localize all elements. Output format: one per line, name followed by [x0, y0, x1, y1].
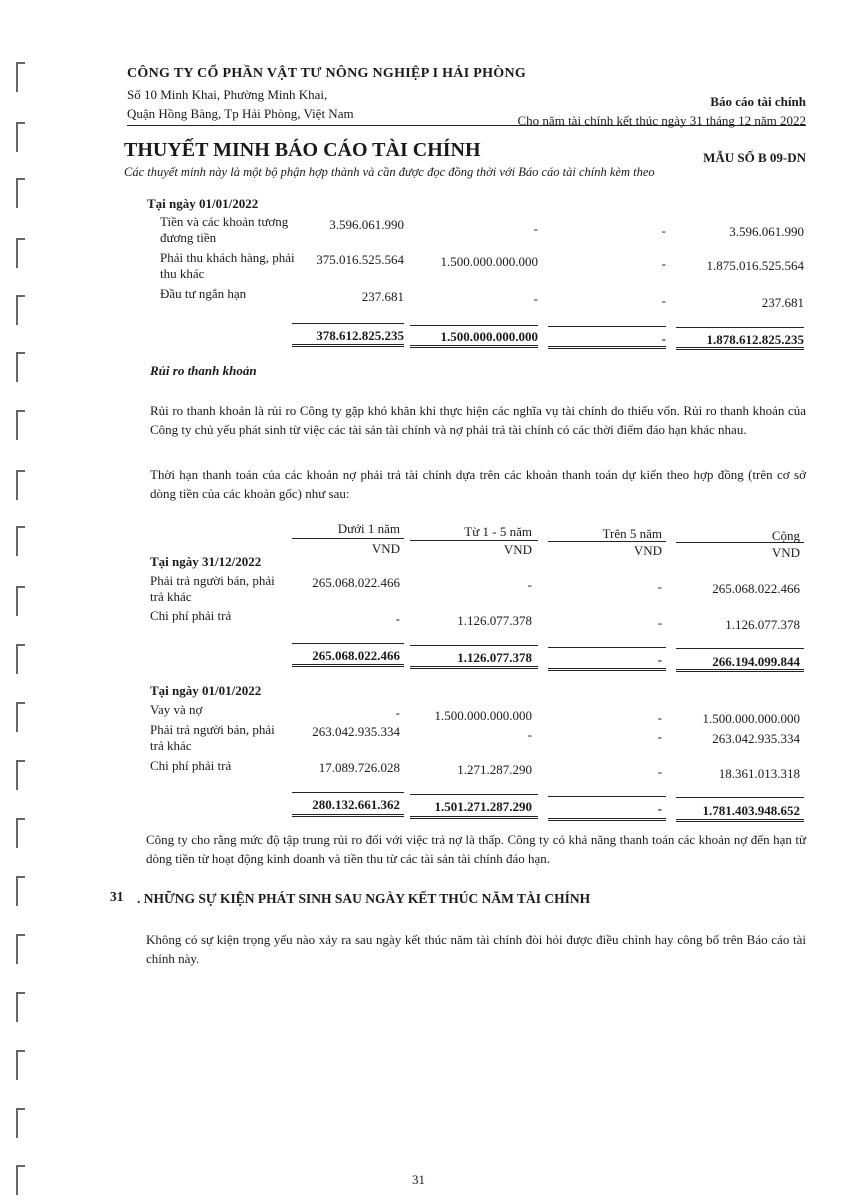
page-title: THUYẾT MINH BÁO CÁO TÀI CHÍNH: [124, 139, 481, 161]
row-label: Vay và nợ: [150, 702, 203, 717]
cell-value: -: [661, 256, 666, 271]
sum-value: 280.132.661.362: [312, 797, 400, 812]
binder-mark: [16, 122, 25, 152]
cell-value: 3.596.061.990: [329, 217, 404, 232]
row-label: Đầu tư ngắn hạn: [160, 286, 247, 301]
binder-mark: [16, 238, 25, 268]
binder-mark: [16, 352, 25, 382]
binder-mark: [16, 818, 25, 848]
column-header: Dưới 1 năm: [337, 521, 400, 536]
cell-total: 1.875.016.525.564: [706, 258, 804, 273]
double-rule: [676, 819, 804, 822]
table-date-label: Tại ngày 31/12/2022: [150, 554, 262, 569]
cell-value: 17.089.726.028: [318, 760, 400, 775]
section-number: 31: [110, 889, 124, 904]
sum-total: 1.878.612.825.235: [706, 332, 804, 347]
cell-total: 3.596.061.990: [729, 224, 804, 239]
cell-value: 265.068.022.466: [312, 575, 400, 590]
row-label: Chi phí phải trả: [150, 608, 232, 623]
sum-value: -: [657, 652, 662, 667]
header-rule: [548, 541, 666, 542]
company-name: CÔNG TY CỔ PHẦN VẬT TƯ NÔNG NGHIỆP I HẢI PHÒNG: [127, 66, 527, 81]
sum-rule: [410, 645, 538, 646]
header-divider: [127, 125, 806, 126]
column-header: Cộng: [771, 528, 800, 543]
row-label: Phải thu khách hàng, phải thu khác: [160, 250, 295, 281]
double-rule: [410, 666, 538, 669]
address-line-2: Quận Hồng Bàng, Tp Hải Phòng, Việt Nam: [127, 106, 354, 121]
address-line-1: Số 10 Minh Khai, Phường Minh Khai,: [127, 87, 328, 102]
header-rule: [292, 538, 404, 539]
section-heading: Rủi ro thanh khoản: [150, 363, 257, 378]
sum-rule: [410, 325, 538, 326]
sum-rule: [676, 797, 804, 798]
table-date-label: Tại ngày 01/01/2022: [147, 196, 259, 211]
binder-mark: [16, 702, 25, 732]
sum-value: 1.126.077.378: [457, 650, 532, 665]
binder-mark: [16, 178, 25, 208]
binder-mark: [16, 526, 25, 556]
double-rule: [548, 346, 666, 349]
cell-value: 375.016.525.564: [316, 252, 404, 267]
double-rule: [548, 668, 666, 671]
cell-value: -: [661, 293, 666, 308]
unit-label: VND: [633, 543, 662, 558]
cell-value: -: [395, 611, 400, 626]
sum-rule: [292, 643, 404, 644]
sum-total: 266.194.099.844: [712, 654, 800, 669]
binder-mark: [16, 1050, 25, 1080]
binder-mark: [16, 760, 25, 790]
header-rule: [410, 540, 538, 541]
double-rule: [548, 818, 666, 821]
cell-value: -: [533, 221, 538, 236]
report-period: Cho năm tài chính kết thúc ngày 31 tháng 12 năm 2022: [517, 113, 806, 128]
cell-value: 1.271.287.290: [457, 762, 532, 777]
cell-value: -: [527, 727, 532, 742]
sum-total: 1.781.403.948.652: [702, 803, 800, 818]
unit-label: VND: [371, 541, 400, 556]
double-rule: [410, 816, 538, 819]
cell-value: -: [661, 223, 666, 238]
form-number: MẪU SỐ B 09-DN: [703, 150, 806, 165]
binder-mark: [16, 1108, 25, 1138]
cell-total: 1.500.000.000.000: [702, 711, 800, 726]
double-rule: [292, 344, 404, 347]
cell-total: 18.361.013.318: [718, 766, 800, 781]
sum-value: -: [657, 801, 662, 816]
binder-mark: [16, 295, 25, 325]
cell-value: -: [657, 579, 662, 594]
cell-value: -: [657, 615, 662, 630]
page-subtitle: Các thuyết minh này là một bộ phận hợp thành và cần được đọc đồng thời với Báo cáo tài chính kèm theo: [124, 165, 655, 179]
section-heading: . NHỮNG SỰ KIỆN PHÁT SINH SAU NGÀY KẾT THÚC NĂM TÀI CHÍNH: [137, 891, 591, 906]
sum-value: -: [661, 331, 666, 346]
sum-rule: [548, 326, 666, 327]
sum-rule: [410, 794, 538, 795]
paragraph: Không có sự kiện trọng yếu nào xảy ra sau ngày kết thúc năm tài chính đòi hỏi được điều chỉnh hay công bố trên Báo cáo tài chính này.: [146, 932, 806, 966]
binder-mark: [16, 410, 25, 440]
cell-value: 237.681: [361, 289, 404, 304]
sum-rule: [548, 796, 666, 797]
conclusion-paragraph: Công ty cho rằng mức độ tập trung rủi ro đối với việc trả nợ là thấp. Công ty có khả năng thanh toán các khoản nợ đến hạn từ dòng tiền từ hoạt động kinh doanh và tiền thu từ các tài sản tài chính đáo hạn.: [146, 832, 806, 866]
report-title: Báo cáo tài chính: [710, 94, 806, 109]
double-rule: [676, 669, 804, 672]
double-rule: [292, 664, 404, 667]
sum-value: 1.501.271.287.290: [434, 799, 532, 814]
binder-mark: [16, 876, 25, 906]
binder-mark: [16, 992, 25, 1022]
sum-value: 378.612.825.235: [316, 328, 404, 343]
cell-value: 1.500.000.000.000: [434, 708, 532, 723]
cell-value: -: [533, 291, 538, 306]
binder-mark: [16, 586, 25, 616]
double-rule: [676, 347, 804, 350]
sum-rule: [548, 647, 666, 648]
unit-label: VND: [503, 542, 532, 557]
sum-rule: [676, 327, 804, 328]
row-label: Phải trả người bán, phải trả khác: [150, 722, 275, 753]
sum-rule: [292, 323, 404, 324]
row-label: Tiền và các khoản tương đương tiền: [160, 214, 289, 245]
cell-value: -: [657, 764, 662, 779]
table-date-label: Tại ngày 01/01/2022: [150, 683, 262, 698]
sum-value: 265.068.022.466: [312, 648, 400, 663]
binder-mark: [16, 644, 25, 674]
header-rule: [676, 542, 804, 543]
binder-mark: [16, 934, 25, 964]
binder-mark: [16, 470, 25, 500]
binder-mark: [16, 1165, 25, 1195]
cell-value: -: [657, 729, 662, 744]
column-header: Từ 1 - 5 năm: [464, 524, 532, 539]
paragraph: Thời hạn thanh toán của các khoản nợ phải trả tài chính dựa trên các khoản thanh toán dự kiến theo hợp đồng (trên cơ sở dòng tiền của các khoản gốc) như sau:: [150, 467, 806, 501]
row-label: Chi phí phải trả: [150, 758, 232, 773]
double-rule: [410, 345, 538, 348]
sum-rule: [292, 792, 404, 793]
cell-value: -: [527, 577, 532, 592]
cell-total: 265.068.022.466: [712, 581, 800, 596]
cell-value: -: [657, 710, 662, 725]
cell-total: 263.042.935.334: [712, 731, 800, 746]
row-label: Phải trả người bán, phải trả khác: [150, 573, 275, 604]
double-rule: [292, 814, 404, 817]
cell-total: 237.681: [761, 295, 804, 310]
unit-label: VND: [771, 545, 800, 560]
sum-rule: [676, 648, 804, 649]
cell-value: 1.126.077.378: [457, 613, 532, 628]
cell-value: 1.500.000.000.000: [440, 254, 538, 269]
sum-value: 1.500.000.000.000: [440, 329, 538, 344]
paragraph: Rủi ro thanh khoản là rủi ro Công ty gặp khó khăn khi thực hiện các nghĩa vụ tài chính do thiếu vốn. Rủi ro thanh khoản của Công ty chủ yếu phát sinh từ việc các tài sản tài chính và nợ phải trả tài chính có các thời điểm đáo hạn khác nhau.: [150, 403, 806, 437]
column-header: Trên 5 năm: [602, 526, 662, 541]
binder-mark: [16, 62, 25, 92]
cell-value: 263.042.935.334: [312, 724, 400, 739]
cell-value: -: [395, 705, 400, 720]
cell-total: 1.126.077.378: [725, 617, 800, 632]
page-number: 31: [412, 1172, 425, 1187]
